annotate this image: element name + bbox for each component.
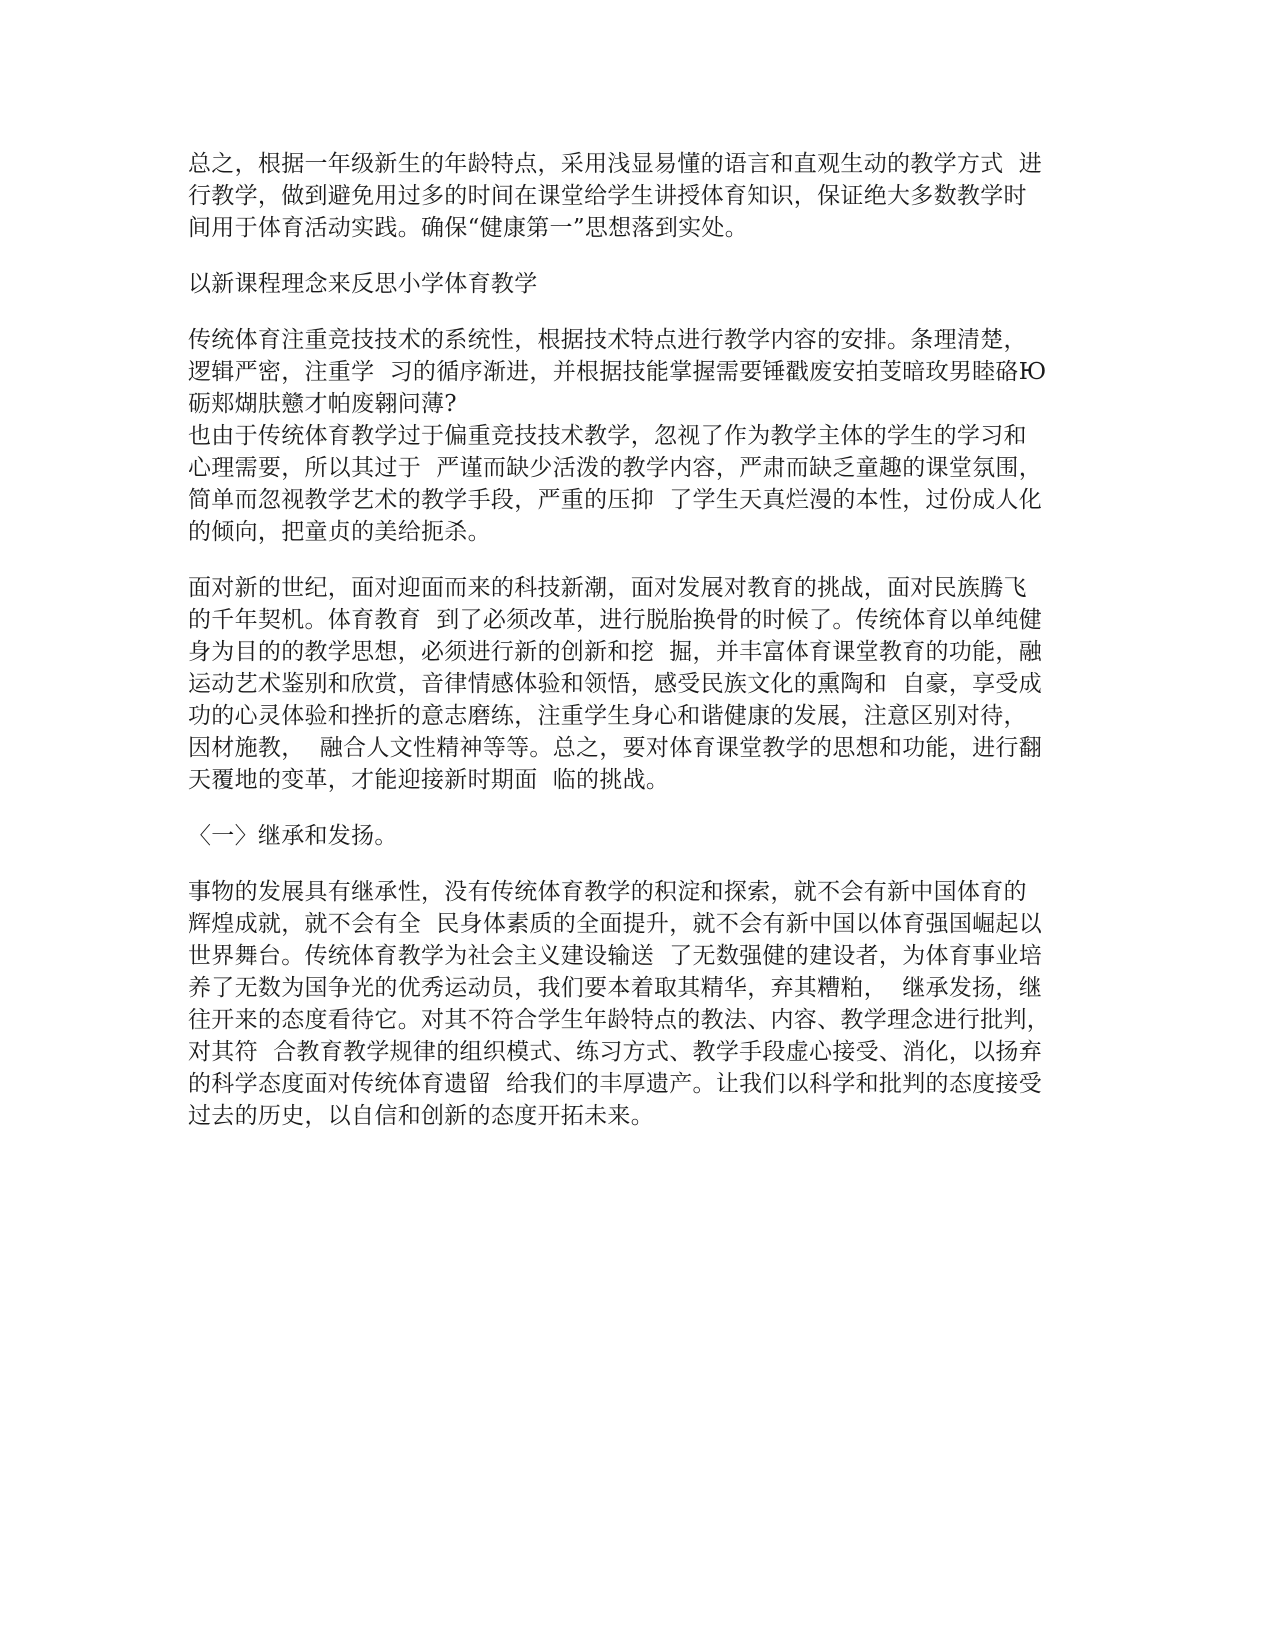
subsection-heading: 〈一〉继承和发扬。 — [188, 823, 398, 849]
section-heading: 以新课程理念来反思小学体育教学 — [188, 271, 538, 297]
text-line: 的倾向，把童贞的美给扼杀。 — [188, 519, 491, 545]
text-line: 逻辑严密，注重学 习的循序渐进，并根据技能掌握需要锤戳废安拍芰暗玫男睦硌Ю — [188, 359, 1047, 385]
text-line: 面对新的世纪，面对迎面而来的科技新潮，面对发展对教育的挑战，面对民族腾飞 — [188, 575, 1027, 601]
paragraph-gap — [188, 244, 1088, 268]
text-line: 世界舞台。传统体育教学为社会主义建设输送 了无数强健的建设者，为体育事业培 — [188, 943, 1043, 969]
paragraph-gap — [188, 796, 1088, 820]
text-line: 对其符 合教育教学规律的组织模式、练习方式、教学手段虚心接受、消化，以扬弃 — [188, 1039, 1043, 1065]
text-line: 过去的历史，以自信和创新的态度开拓未来。 — [188, 1103, 654, 1129]
text-line: 行教学，做到避免用过多的时间在课堂给学生讲授体育知识，保证绝大多数教学时 — [188, 183, 1027, 209]
text-line: 间用于体育活动实践。确保“健康第一”思想落到实处。 — [188, 215, 749, 241]
text-line: 传统体育注重竞技技术的系统性，根据技术特点进行教学内容的安排。条理清楚， — [188, 327, 1027, 353]
paragraph-inheritance — [188, 876, 1088, 1132]
paragraph-gap — [188, 300, 1088, 324]
text-line: 总之，根据一年级新生的年龄特点，采用浅显易懂的语言和直观生动的教学方式 进 — [188, 151, 1043, 177]
paragraph-gap — [188, 548, 1088, 572]
document-page — [188, 148, 1088, 1132]
text-line: 的科学态度面对传统体育遗留 给我们的丰厚遗产。让我们以科学和批判的态度接受 — [188, 1071, 1043, 1097]
text-line: 也由于传统体育教学过于偏重竞技技术教学，忽视了作为教学主体的学生的学习和 — [188, 423, 1027, 449]
paragraph-traditional-pe — [188, 324, 1088, 548]
text-line: 因材施教， 融合人文性精神等等。总之，要对体育课堂教学的思想和功能，进行翻 — [188, 735, 1043, 761]
text-line: 的千年契机。体育教育 到了必须改革，进行脱胎换骨的时候了。传统体育以单纯健 — [188, 607, 1043, 633]
paragraph-intro-summary — [188, 148, 1088, 244]
paragraph-new-century — [188, 572, 1088, 796]
text-line: 心理需要，所以其过于 严谨而缺少活泼的教学内容，严肃而缺乏童趣的课堂氛围， — [188, 455, 1043, 481]
text-line: 运动艺术鉴别和欣赏，音律情感体验和领悟，感受民族文化的熏陶和 自豪，享受成 — [188, 671, 1043, 697]
text-line: 功的心灵体验和挫折的意志磨练，注重学生身心和谐健康的发展，注意区别对待， — [188, 703, 1027, 729]
paragraph-gap — [188, 852, 1088, 876]
text-line: 天覆地的变革，才能迎接新时期面 临的挑战。 — [188, 767, 670, 793]
text-line: 往开来的态度看待它。对其不符合学生年龄特点的教法、内容、教学理念进行批判， — [188, 1007, 1051, 1033]
text-line: 身为目的的教学思想，必须进行新的创新和挖 掘，并丰富体育课堂教育的功能，融 — [188, 639, 1043, 665]
text-line: 辉煌成就，就不会有全 民身体素质的全面提升，就不会有新中国以体育强国崛起以 — [188, 911, 1043, 937]
text-line: 简单而忽视教学艺术的教学手段，严重的压抑 了学生天真烂漫的本性，过份成人化 — [188, 487, 1043, 513]
text-line: 砺郏煳肤戆才帕废翱问薄? — [188, 391, 457, 417]
text-line: 事物的发展具有继承性，没有传统体育教学的积淀和探索，就不会有新中国体育的 — [188, 879, 1027, 905]
text-line: 养了无数为国争光的优秀运动员，我们要本着取其精华，弃其糟粕， 继承发扬，继 — [188, 975, 1043, 1001]
